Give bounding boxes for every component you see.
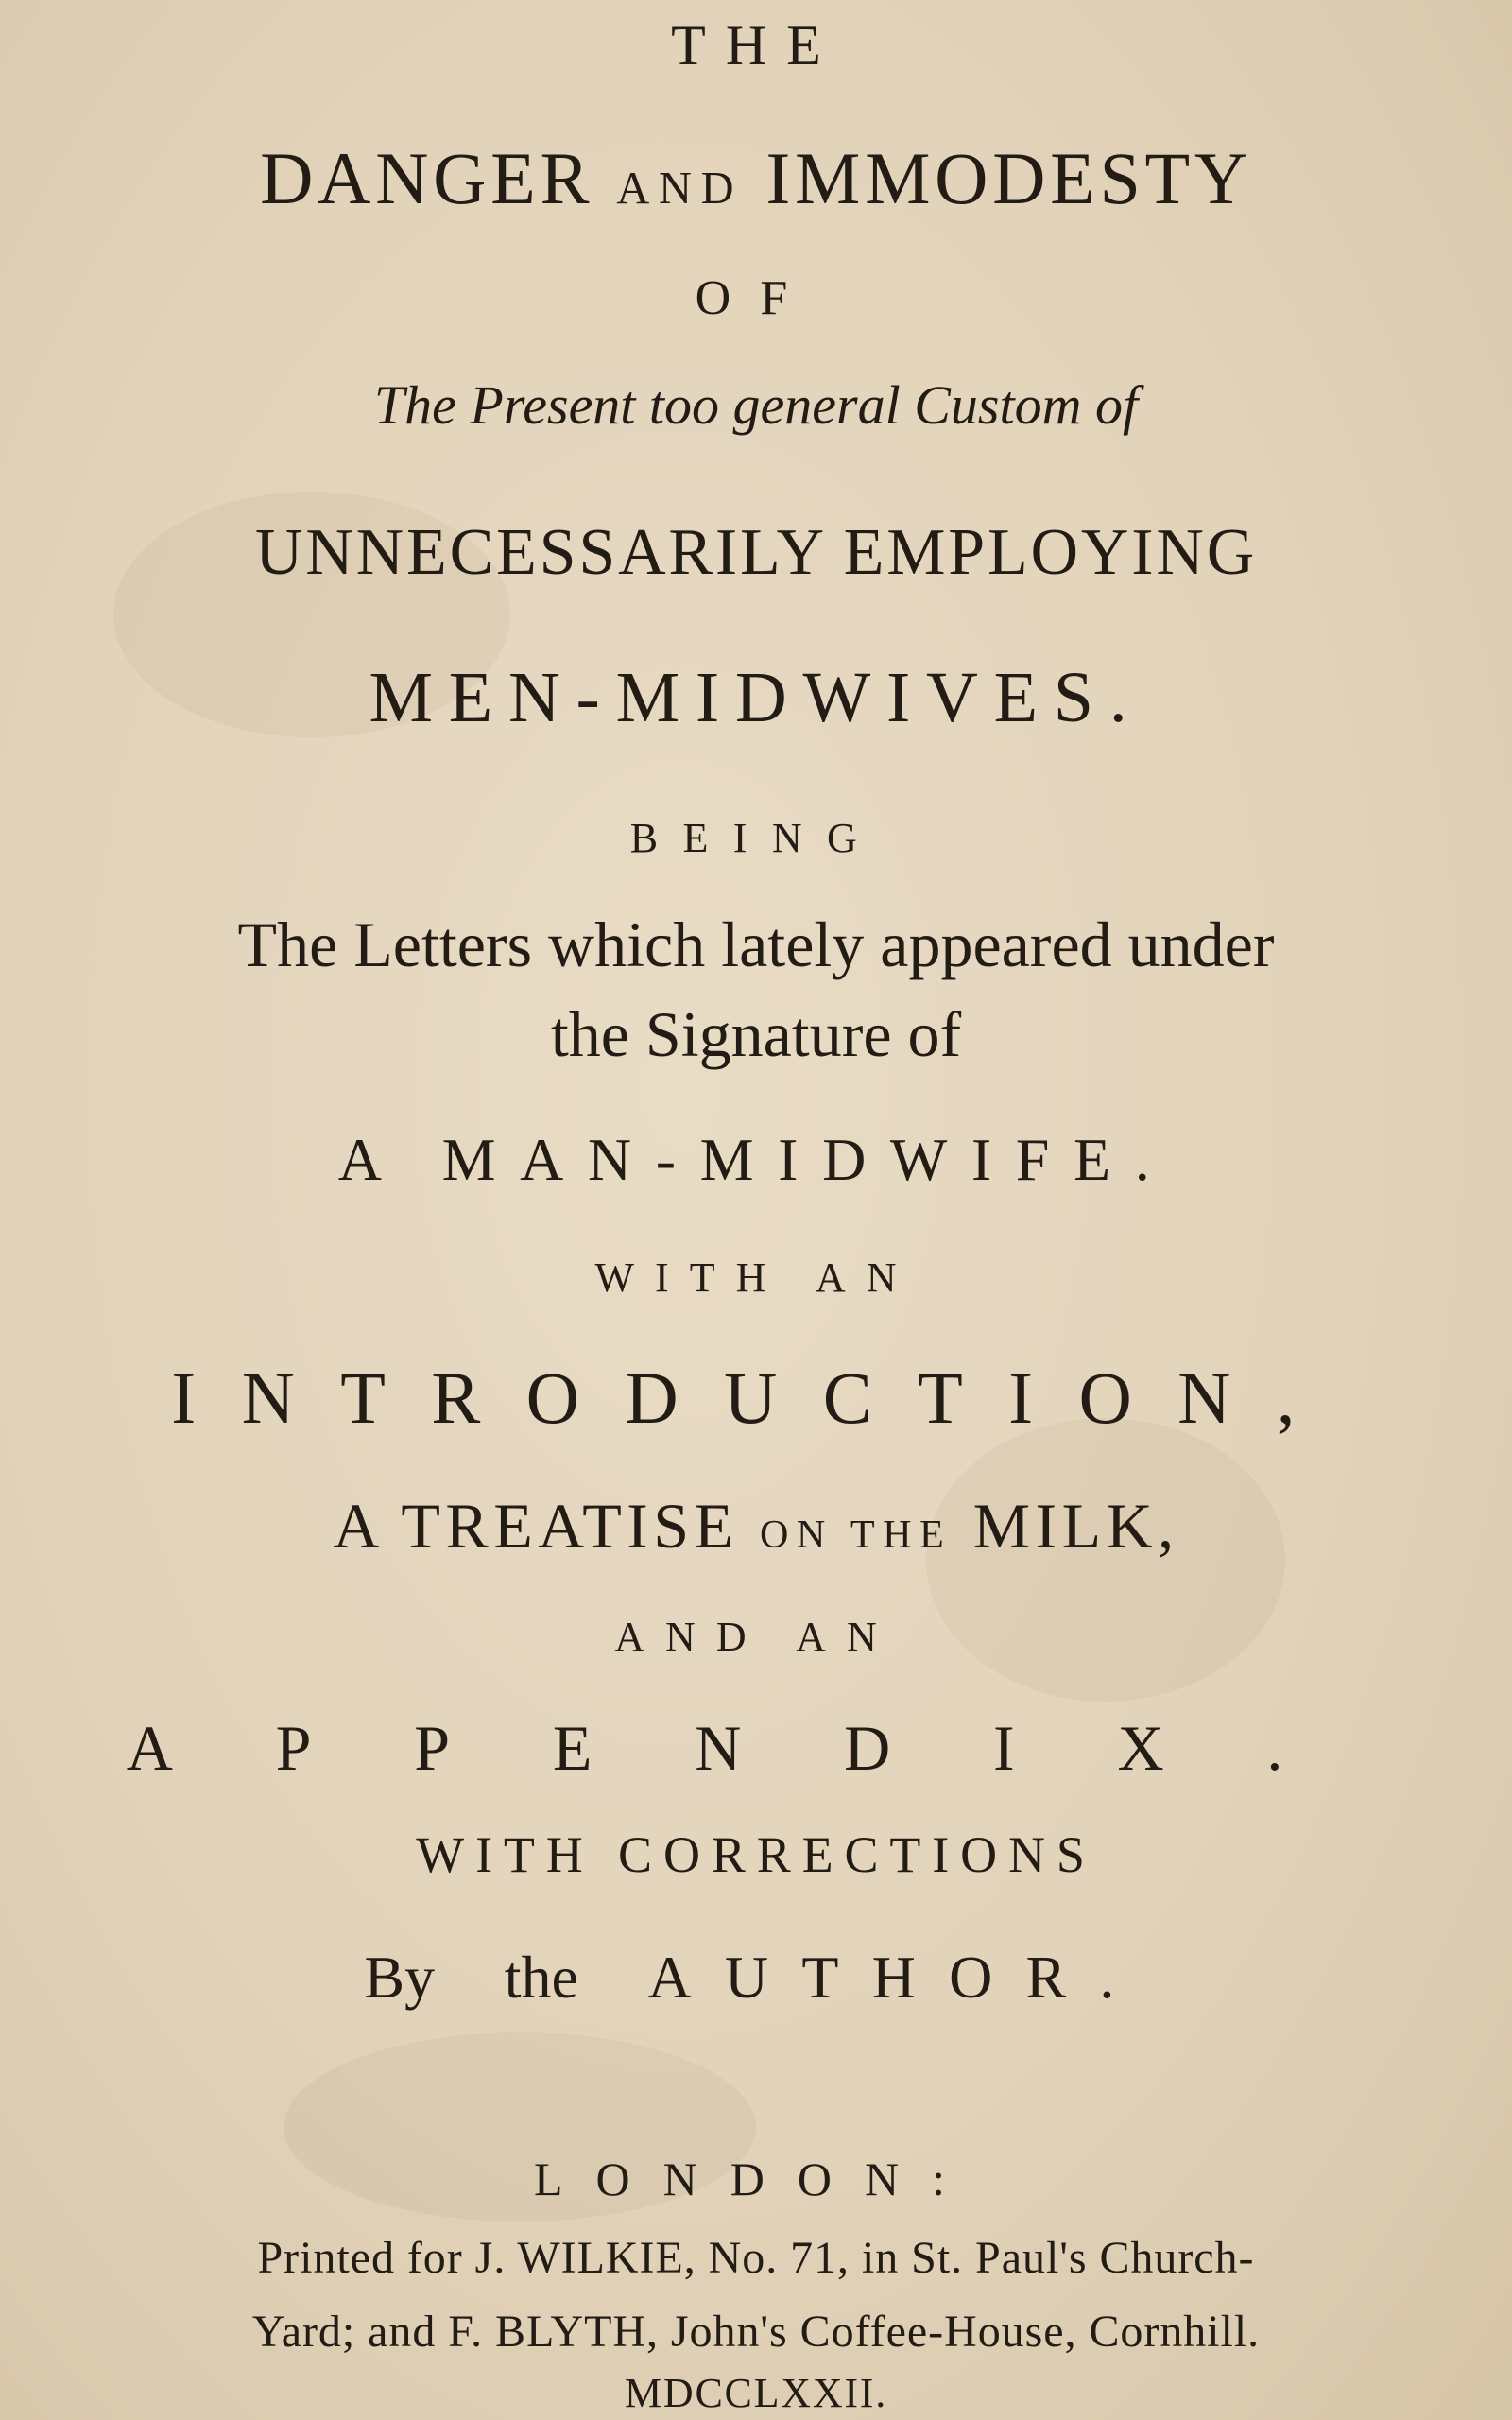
heading-and-an: AND AN (614, 1614, 898, 1660)
imprint-line-1: Printed for J. WILKIE, No. 71, in St. Paul's Church- (257, 2233, 1255, 2283)
imprint-line-2: Yard; and F. BLYTH, John's Coffee-House, Cornhill. (251, 2307, 1261, 2357)
heading-milk: MILK, (972, 1490, 1179, 1562)
text-author: AUTHOR. (647, 1944, 1148, 2011)
imprint-date: MDCCLXXII. (625, 2370, 887, 2416)
heading-being: BEING (629, 815, 883, 861)
heading-a-treatise: A TREATISE (333, 1490, 739, 1562)
heading-the: THE (671, 14, 841, 77)
heading-with-an: WITH AN (594, 1254, 918, 1301)
heading-introduction: INTRODUCTION, (171, 1357, 1341, 1439)
text-by: By (364, 1944, 436, 2011)
heading-a-man-midwife: A MAN-MIDWIFE. (337, 1126, 1175, 1193)
text-the: the (504, 1944, 578, 2011)
heading-appendix: APPENDIX. (126, 1712, 1386, 1784)
heading-danger-immodesty (0, 137, 1512, 219)
heading-immodesty-word: IMMODESTY (765, 137, 1252, 219)
heading-of: OF (695, 271, 817, 325)
imprint-london: LONDON: (534, 2152, 978, 2205)
text-letters-line-2: the Signature of (550, 998, 962, 1070)
heading-unnecessarily-employing: UNNECESSARILY EMPLOYING (254, 516, 1258, 589)
heading-men-midwives: MEN-MIDWIVES. (369, 658, 1143, 737)
subtitle-present-custom: The Present too general Custom of (373, 374, 1139, 436)
heading-danger-word: DANGER (260, 137, 594, 219)
heading-and-word: AND (616, 164, 744, 214)
text-letters-line-1: The Letters which lately appeared under (237, 908, 1275, 980)
heading-by-the-author (0, 1944, 1512, 2011)
heading-treatise-on-milk (0, 1490, 1512, 1562)
heading-on-the: ON THE (759, 1512, 953, 1557)
heading-with-corrections: WITH CORRECTIONS (416, 1826, 1096, 1883)
